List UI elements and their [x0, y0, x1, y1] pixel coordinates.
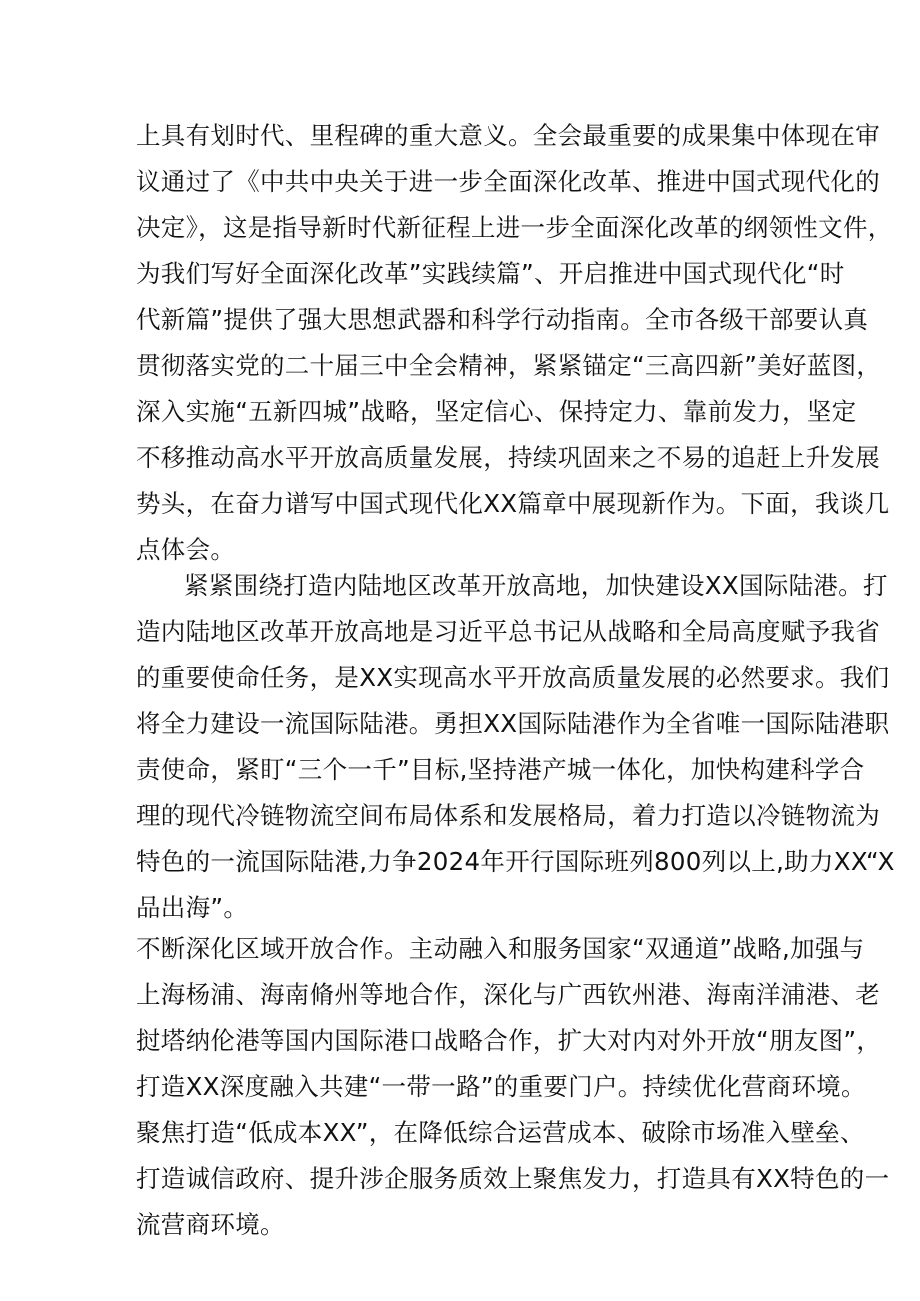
text-line: 点体会。	[136, 535, 236, 564]
text-line: 不移推动高水平开放高质量发展，持续巩固来之不易的追赶上升发展	[136, 443, 880, 472]
text-line: 将全力建设一流国际陆港。勇担XX国际陆港作为全省唯一国际陆港职	[136, 709, 890, 738]
text-line: 的重要使命任务，是XX实现高水平开放高质量发展的必然要求。我们	[136, 663, 890, 692]
text-line: 品出海”。	[136, 893, 249, 922]
text-line: 势头，在奋力谱写中国式现代化XX篇章中展现新作为。下面，我谈几	[136, 489, 890, 518]
text-line: 特色的一流国际陆港,力争2024年开行国际班列800列以上,助力XX“X	[136, 847, 895, 876]
text-line: 上海杨浦、海南脩州等地合作，深化与广西钦州港、海南洋浦港、老	[136, 980, 880, 1009]
text-line: 不断深化区域开放合作。主动融入和服务国家“双通道”战略,加强与	[136, 934, 865, 963]
text-line: 打造XX深度融入共建“一带一路”的重要门户。持续优化营商环境。	[136, 1072, 866, 1101]
text-line: 打造诚信政府、提升涉企服务质效上聚焦发力，打造具有XX特色的一	[136, 1164, 890, 1193]
text-line: 挝塔纳伦港等国内国际港口战略合作，扩大对内对外开放“朋友图”，	[136, 1026, 882, 1055]
text-line: 决定》，这是指导新时代新征程上进一步全面深化改革的纲领性文件，	[136, 213, 893, 242]
text-line: 理的现代冷链物流空间布局体系和发展格局，着力打造以冷链物流为	[136, 801, 880, 830]
text-line: 聚焦打造“低成本XX”，在降低综合运营成本、破除市场准入壁垒、	[136, 1118, 865, 1147]
text-line: 上具有划时代、里程碑的重大意义。全会最重要的成果集中体现在审	[136, 121, 880, 150]
text-line: 代新篇”提供了强大思想武器和科学行动指南。全市各级干部要认真	[136, 305, 869, 334]
text-line: 流营商环境。	[136, 1210, 285, 1239]
text-line: 责使命，紧盯“三个一千”目标,坚持港产城一体化，加快构建科学合	[136, 755, 865, 784]
text-line: 为我们写好全面深化改革”实践续篇”、开启推进中国式现代化“时	[136, 259, 845, 288]
text-line: 深入实施“五新四城”战略，坚定信心、保持定力、靠前发力，坚定	[136, 397, 857, 426]
text-line: 贯彻落实党的二十届三中全会精神，紧紧锚定“三高四新”美好蓝图，	[136, 351, 882, 380]
text-line: 议通过了《中共中央关于进一步全面深化改革、推进中国式现代化的	[136, 167, 880, 196]
text-line: 造内陆地区改革开放高地是习近平总书记从战略和全局高度赋予我省	[136, 617, 880, 646]
text-line: 紧紧围绕打造内陆地区改革开放高地，加快建设XX国际陆港。打	[184, 571, 888, 600]
